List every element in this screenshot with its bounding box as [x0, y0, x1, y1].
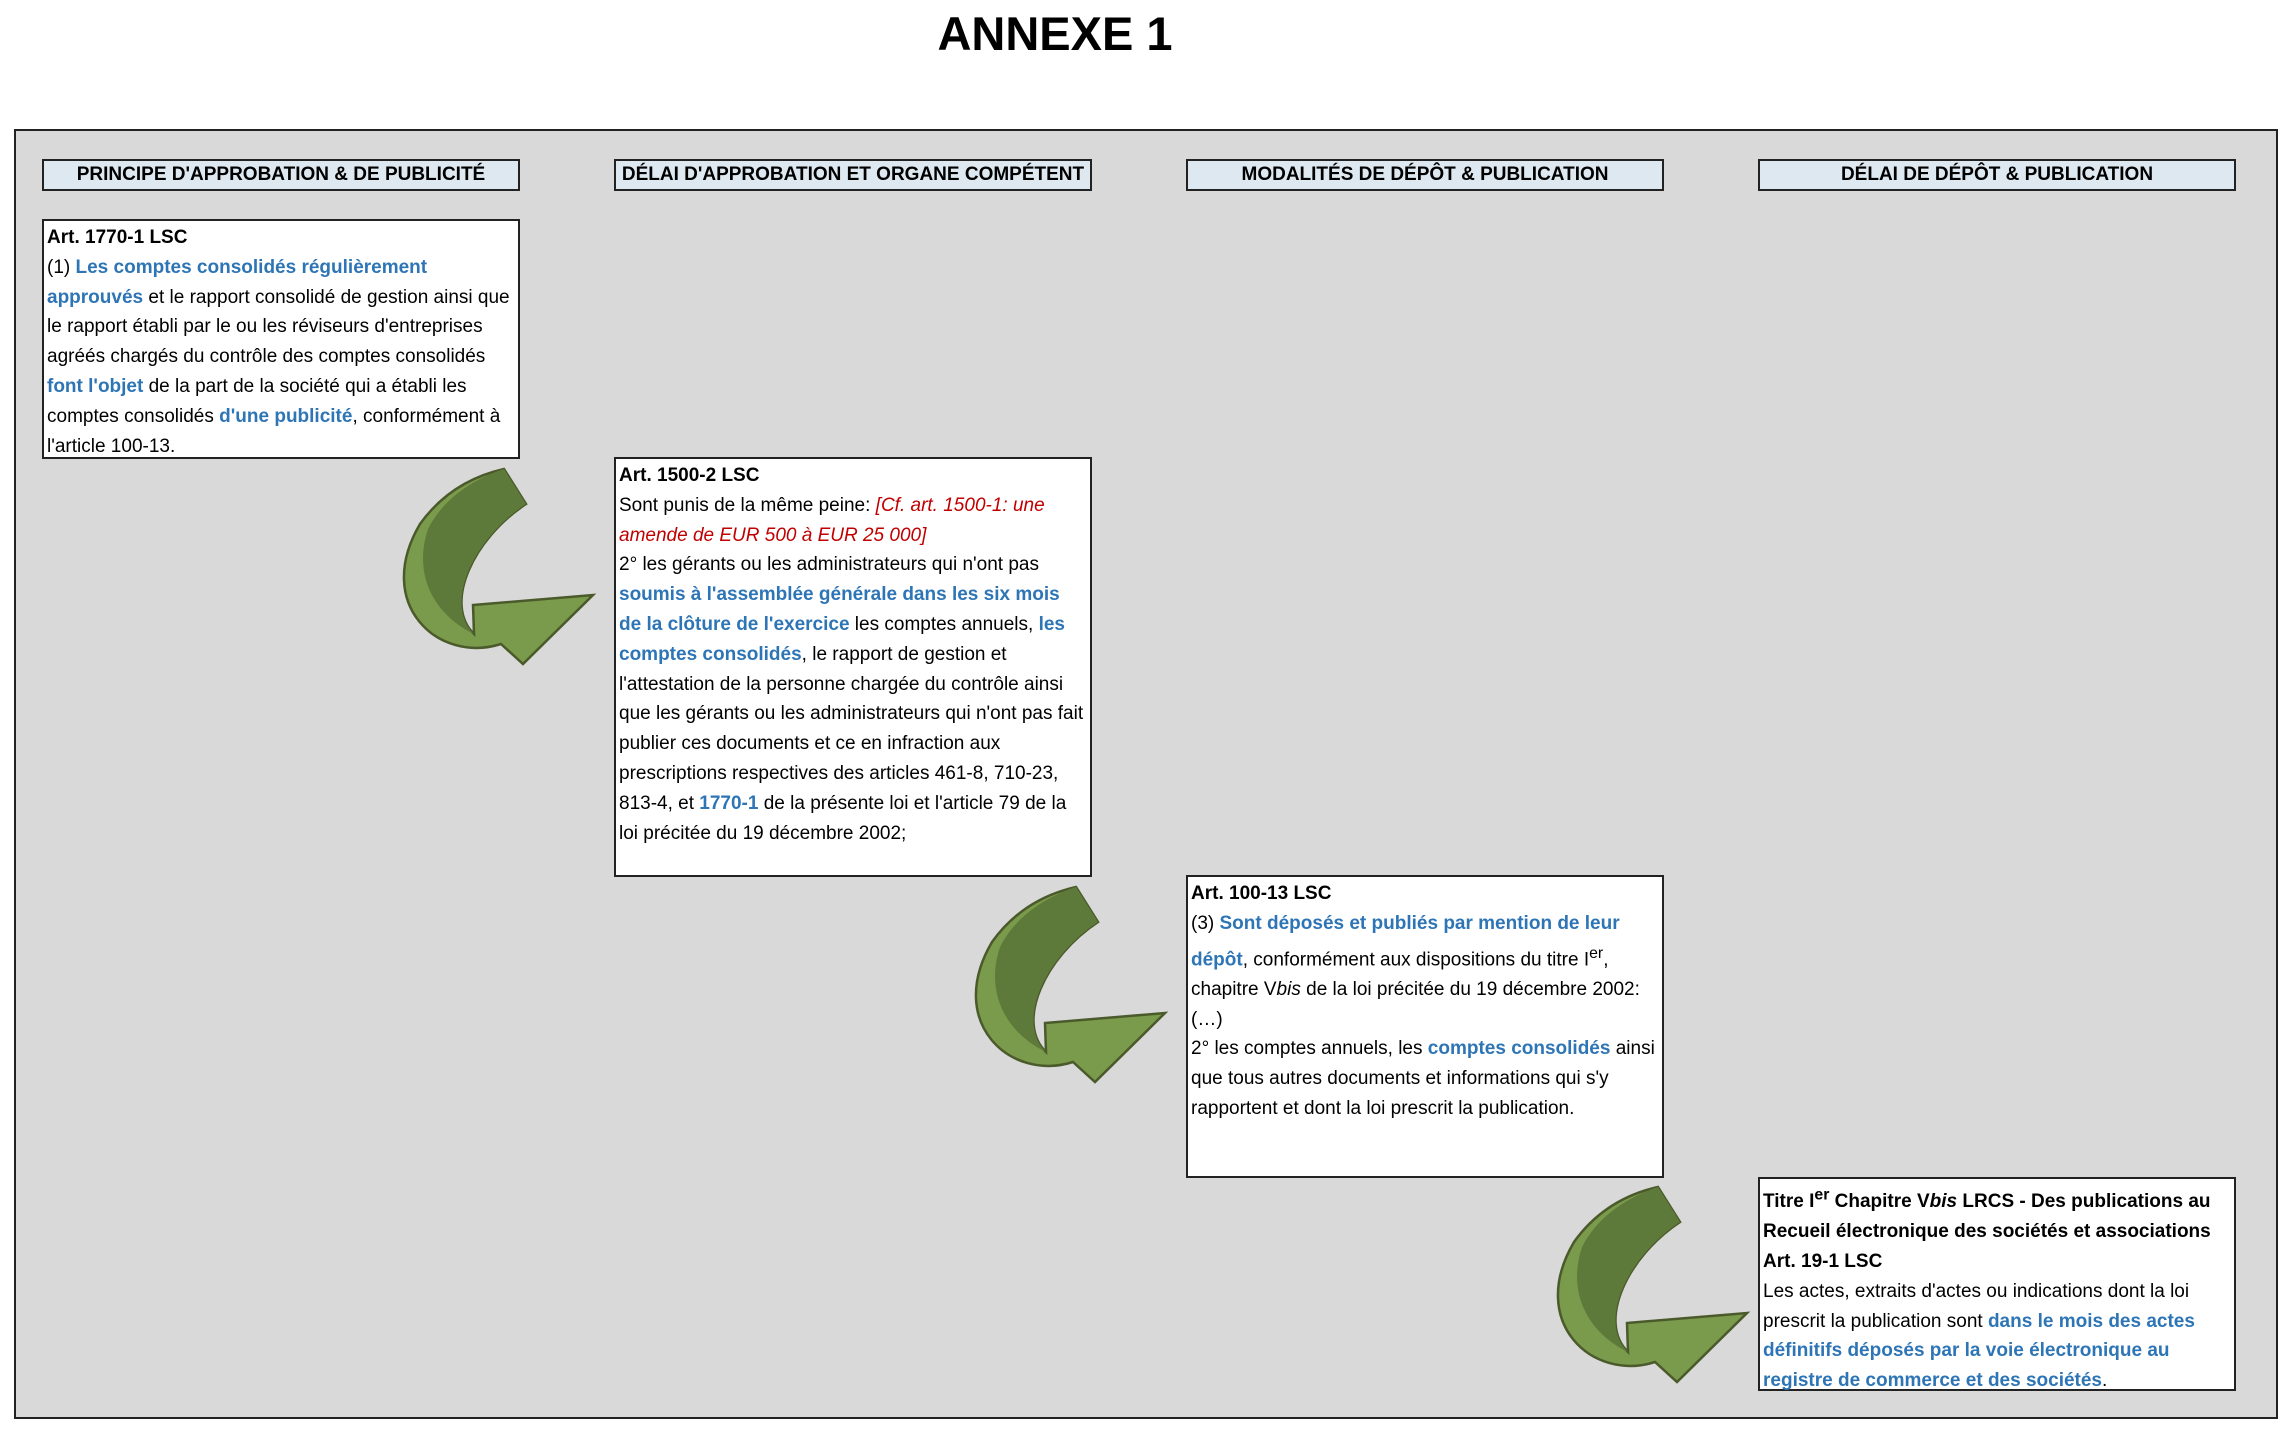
- curved-arrow-icon: [1542, 1182, 1754, 1396]
- text-fragment: 2° les comptes annuels, les: [1191, 1038, 1428, 1060]
- text-fragment: (…): [1191, 1008, 1223, 1030]
- highlight-text: comptes consolidés: [1427, 1038, 1611, 1060]
- article-heading: Art. 19-1 LSC: [1763, 1250, 1883, 1272]
- text-fragment: (3): [1191, 912, 1220, 934]
- article-heading: Art. 1500-2 LSC: [619, 465, 760, 486]
- italic-text: bis: [1276, 978, 1301, 1000]
- highlight-text: font l'objet: [47, 375, 144, 397]
- title-heading: [1763, 1187, 2211, 1243]
- heading-fragment: Titre I: [1763, 1191, 1815, 1213]
- text-fragment: de la part de la société qui a établi les comptes consolidés: [47, 375, 467, 427]
- text-fragment: (1): [47, 256, 76, 278]
- curved-arrow-icon: [960, 882, 1172, 1096]
- highlight-text: d'une publicité: [219, 405, 353, 427]
- article-box-1770-1: [42, 219, 520, 459]
- superscript: er: [1814, 1187, 1830, 1204]
- text-fragment: .: [2102, 1370, 2108, 1392]
- highlight-text: dans le mois des actes définitifs déposés par la voie électronique au registre de commerce et des sociétés: [1763, 1310, 2195, 1392]
- heading-fragment: Chapitre V: [1829, 1191, 1930, 1213]
- text-fragment: de la loi précitée du 19 décembre 2002:: [1300, 978, 1640, 1000]
- column-header-filing-deadline: DÉLAI DE DÉPÔT & PUBLICATION: [1758, 159, 2236, 191]
- penalty-note: [Cf. art. 1500-1: une amende de EUR 500 à EUR 25 000]: [619, 494, 1045, 546]
- article-box-19-1: [1758, 1177, 2236, 1391]
- curved-arrow-icon: [388, 464, 600, 678]
- text-fragment: , chapitre V: [1191, 948, 1609, 1000]
- article-box-1500-2: [614, 457, 1092, 877]
- column-header-approval-deadline: DÉLAI D'APPROBATION ET ORGANE COMPÉTENT: [614, 159, 1092, 191]
- column-header-filing-modalities: MODALITÉS DE DÉPÔT & PUBLICATION: [1186, 159, 1664, 191]
- highlight-text: Sont déposés et publiés par mention de leur dépôt: [1191, 912, 1620, 970]
- text-fragment: , le rapport de gestion et l'attestation de la personne chargée du contrôle ainsi que les gérants ou les administrateurs qui n'ont pas fait publier ces documents et ce en infraction aux prescriptions respectives des articles 461-8, 710-23, 813-4, et: [619, 643, 1084, 814]
- italic-text: bis: [1929, 1191, 1958, 1213]
- article-heading: Art. 100-13 LSC: [1191, 883, 1332, 904]
- article-heading: Art. 1770-1 LSC: [47, 227, 188, 248]
- column-header-approval-principle: PRINCIPE D'APPROBATION & DE PUBLICITÉ: [42, 159, 520, 191]
- page-title: ANNEXE 1: [937, 7, 1173, 60]
- text-fragment: , conformément à l'article 100-13.: [47, 405, 501, 457]
- text-fragment: Les actes, extraits d'actes ou indications dont la loi prescrit la publication sont: [1763, 1280, 2190, 1332]
- text-fragment: les comptes annuels,: [849, 613, 1039, 635]
- highlight-text: les comptes consolidés: [619, 613, 1065, 665]
- text-fragment: de la présente loi et l'article 79 de la loi précitée du 19 décembre 2002;: [619, 792, 1067, 844]
- superscript: er: [1589, 944, 1604, 962]
- text-fragment: et le rapport consolidé de gestion ainsi que le rapport établi par le ou les réviseurs d'entreprises agréés chargés du contrôle des comptes consolidés: [47, 286, 510, 368]
- text-fragment: 2° les gérants ou les administrateurs qui n'ont pas: [619, 554, 1039, 576]
- heading-fragment: LRCS - Des publications au Recueil électronique des sociétés et associations: [1763, 1191, 2211, 1243]
- text-fragment: ainsi que tous autres documents et informations qui s'y rapportent et dont la loi prescrit la publication.: [1191, 1038, 1655, 1119]
- highlight-text: soumis à l'assemblée générale dans les six mois de la clôture de l'exercice: [619, 584, 1060, 635]
- article-box-100-13: [1186, 875, 1664, 1178]
- text-fragment: Sont punis de la même peine:: [619, 494, 876, 516]
- highlight-text: Les comptes consolidés régulièrement approuvés: [47, 256, 428, 308]
- text-fragment: , conformément aux dispositions du titre I: [1242, 948, 1590, 970]
- highlight-text: 1770-1: [699, 792, 759, 814]
